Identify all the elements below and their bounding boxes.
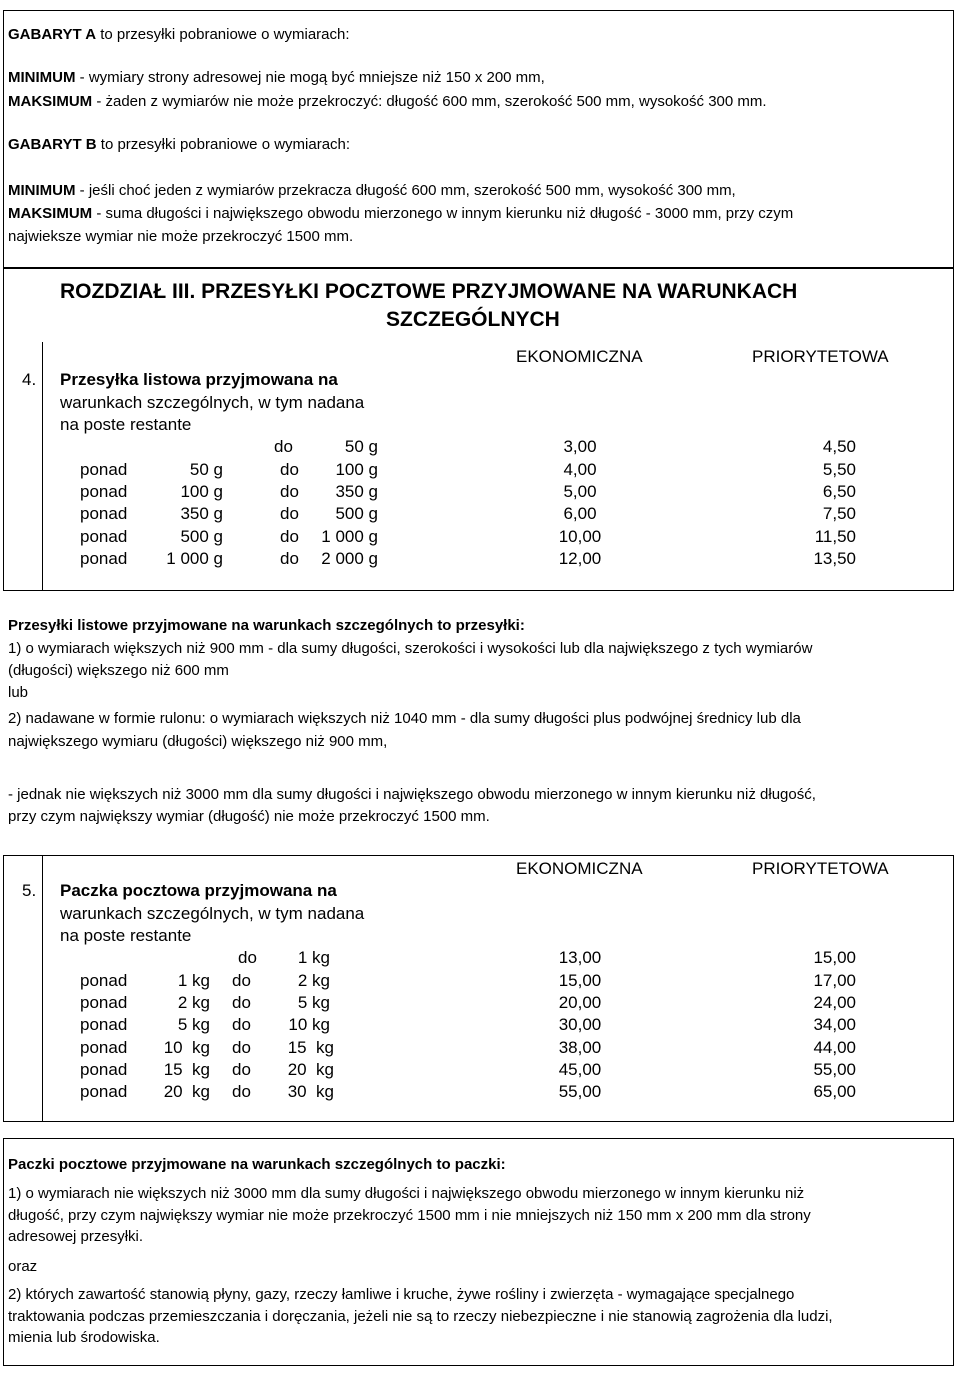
row-from: 2 kg — [177, 993, 210, 1012]
row-label-do: do — [280, 460, 299, 479]
row-label-ponad: ponad — [80, 1060, 128, 1079]
section4-column-eco: EKONOMICZNA — [516, 347, 643, 366]
row-price-prio: 4,50 — [822, 437, 856, 456]
row-label-ponad: ponad — [80, 504, 128, 523]
gabaryt-a-min: MINIMUM - wymiary strony adresowej nie mogą być mniejsze niż 150 x 200 mm, — [8, 69, 545, 86]
row-from: 350 g — [180, 504, 223, 523]
row-price-prio: 11,50 — [814, 527, 856, 546]
row-price-eco: 13,00 — [558, 948, 602, 967]
notes4-p2b: największego wymiaru (długości) większego niż 900 mm, — [8, 733, 388, 750]
section4-subtitle-2: na poste restante — [60, 415, 192, 434]
row-price-eco: 38,00 — [558, 1038, 602, 1057]
row-label-ponad: ponad — [80, 527, 128, 546]
notes5-p1b: długość, przy czym największy wymiar nie może przekroczyć 1500 mm i nie mniejszych niż 150 mm x 200 mm dla strony — [8, 1207, 811, 1224]
row-label-do: do — [232, 1015, 251, 1034]
section4-title: Przesyłka listowa przyjmowana na — [60, 370, 338, 389]
notes4-heading: Przesyłki listowe przyjmowane na warunkach szczególnych to przesyłki: — [8, 617, 525, 634]
row-to: 5 kg — [297, 993, 330, 1012]
section5-title: Paczka pocztowa przyjmowana na — [60, 881, 337, 900]
row-label-do: do — [238, 948, 257, 967]
row-label-ponad: ponad — [80, 1015, 128, 1034]
row-price-eco: 5,00 — [563, 482, 597, 501]
section5-subtitle-2: na poste restante — [60, 926, 192, 945]
row-to: 1 kg — [297, 948, 330, 967]
notes4-p1a: 1) o wymiarach większych niż 900 mm - dla sumy długości, szerokości i wysokości lub dla największego z tych wymiarów — [8, 640, 813, 657]
row-label-ponad: ponad — [80, 971, 128, 990]
row-label-do: do — [232, 1060, 251, 1079]
notes4-p2a: 2) nadawane w formie rulonu: o wymiarach większych niż 1040 mm - dla sumy długości plus podwójnej średnicy lub dla — [8, 710, 801, 727]
row-label-do: do — [280, 549, 299, 568]
chapter-title-line1: ROZDZIAŁ III. PRZESYŁKI POCZTOWE PRZYJMOWANE NA WARUNKACH — [60, 280, 798, 303]
chapter-title-line2: SZCZEGÓLNYCH — [386, 308, 560, 331]
row-price-eco: 45,00 — [558, 1060, 602, 1079]
section4-divider — [42, 342, 43, 591]
row-price-eco: 10,00 — [558, 527, 602, 546]
row-to: 20 kg — [287, 1060, 334, 1079]
notes5-oraz: oraz — [8, 1258, 38, 1275]
gabaryt-b-min: MINIMUM - jeśli choć jeden z wymiarów przekracza długość 600 mm, szerokość 500 mm, wysokość 300 mm, — [8, 182, 736, 199]
notes4-p3b: przy czym największy wymiar (długość) nie może przekroczyć 1500 mm. — [8, 808, 490, 825]
row-label-ponad: ponad — [80, 1082, 128, 1101]
row-price-eco: 20,00 — [558, 993, 602, 1012]
notes5-p1c: adresowej przesyłki. — [8, 1228, 144, 1245]
row-label-ponad: ponad — [80, 549, 128, 568]
notes4-lub: lub — [8, 684, 29, 701]
row-to: 350 g — [335, 482, 378, 501]
row-price-eco: 15,00 — [558, 971, 602, 990]
row-from: 10 kg — [163, 1038, 210, 1057]
row-price-eco: 55,00 — [558, 1082, 602, 1101]
section5-number: 5. — [22, 881, 37, 900]
row-price-prio: 15,00 — [813, 948, 856, 967]
row-from: 100 g — [180, 482, 223, 501]
row-from: 1 000 g — [166, 549, 223, 568]
row-label-do: do — [232, 1038, 251, 1057]
row-label-do: do — [280, 504, 299, 523]
row-price-prio: 55,00 — [813, 1060, 856, 1079]
row-label-ponad: ponad — [80, 1038, 128, 1057]
row-label-ponad: ponad — [80, 993, 128, 1012]
row-price-prio: 6,50 — [822, 482, 856, 501]
gabaryt-a-title: GABARYT A to przesyłki pobraniowe o wymiarach: — [8, 26, 350, 43]
row-to: 30 kg — [287, 1082, 334, 1101]
row-price-prio: 13,50 — [813, 549, 856, 568]
row-from: 5 kg — [177, 1015, 210, 1034]
row-price-eco: 12,00 — [558, 549, 602, 568]
row-price-prio: 17,00 — [813, 971, 856, 990]
row-price-eco: 3,00 — [563, 437, 597, 456]
row-price-eco: 30,00 — [558, 1015, 602, 1034]
row-from: 1 kg — [177, 971, 210, 990]
row-price-prio: 7,50 — [822, 504, 856, 523]
gabaryt-b-title: GABARYT B to przesyłki pobraniowe o wymiarach: — [8, 136, 351, 153]
gabaryt-a-max: MAKSIMUM - żaden z wymiarów nie może przekroczyć: długość 600 mm, szerokość 500 mm, wysokość 300 mm. — [8, 93, 767, 110]
row-label-do: do — [280, 482, 299, 501]
notes5-p2a: 2) których zawartość stanowią płyny, gazy, rzeczy łamliwe i kruche, żywe rośliny i zwierzęta - wymagające specjalnego — [8, 1286, 795, 1303]
row-from: 20 kg — [163, 1082, 210, 1101]
row-to: 100 g — [335, 460, 378, 479]
section4-number: 4. — [22, 370, 37, 389]
notes5-p2c: mienia lub środowiska. — [8, 1329, 160, 1346]
row-label-do: do — [280, 527, 299, 546]
row-price-prio: 34,00 — [813, 1015, 856, 1034]
notes5-p2b: traktowania podczas przemieszczania i doręczania, jeżeli nie są to rzeczy niebezpieczne i nie stanowią zagrożenia dla ludzi, — [8, 1308, 833, 1325]
gabaryt-b-max-cont: najwieksze wymiar nie może przekroczyć 1500 mm. — [8, 228, 354, 245]
row-to: 10 kg — [288, 1015, 330, 1034]
row-from: 15 kg — [163, 1060, 210, 1079]
row-to: 2 kg — [297, 971, 330, 990]
row-to: 2 000 g — [321, 549, 378, 568]
row-label-do: do — [232, 971, 251, 990]
row-price-prio: 44,00 — [813, 1038, 856, 1057]
row-to: 1 000 g — [321, 527, 378, 546]
section5-subtitle-1: warunkach szczególnych, w tym nadana — [60, 904, 365, 923]
notes4-p1b: (długości) większego niż 600 mm — [8, 662, 229, 679]
row-label-ponad: ponad — [80, 460, 128, 479]
row-price-eco: 6,00 — [563, 504, 597, 523]
notes5-heading: Paczki pocztowe przyjmowane na warunkach szczególnych to paczki: — [8, 1156, 506, 1173]
row-label-do: do — [274, 437, 293, 456]
gabaryt-b-max: MAKSIMUM - suma długości i największego obwodu mierzonego w innym kierunku niż długość - 3000 mm, przy czym — [8, 205, 794, 222]
row-label-ponad: ponad — [80, 482, 128, 501]
row-label-do: do — [232, 1082, 251, 1101]
section4-column-prio: PRIORYTETOWA — [752, 347, 889, 366]
row-price-prio: 65,00 — [813, 1082, 856, 1101]
row-price-prio: 5,50 — [822, 460, 856, 479]
notes4-p3a: - jednak nie większych niż 3000 mm dla sumy długości i największego obwodu mierzonego w innym kierunku niż długość, — [8, 786, 816, 803]
row-from: 500 g — [180, 527, 223, 546]
row-to: 500 g — [335, 504, 378, 523]
row-label-do: do — [232, 993, 251, 1012]
section5-column-prio: PRIORYTETOWA — [752, 859, 889, 878]
section5-divider — [42, 855, 43, 1122]
row-from: 50 g — [189, 460, 223, 479]
row-price-prio: 24,00 — [813, 993, 856, 1012]
notes5-p1a: 1) o wymiarach nie większych niż 3000 mm dla sumy długości i największego obwodu mierzonego w innym kierunku niż — [8, 1185, 805, 1202]
row-price-eco: 4,00 — [563, 460, 597, 479]
section5-column-eco: EKONOMICZNA — [516, 859, 643, 878]
row-to: 50 g — [344, 437, 378, 456]
section4-subtitle-1: warunkach szczególnych, w tym nadana — [60, 393, 365, 412]
row-to: 15 kg — [287, 1038, 334, 1057]
